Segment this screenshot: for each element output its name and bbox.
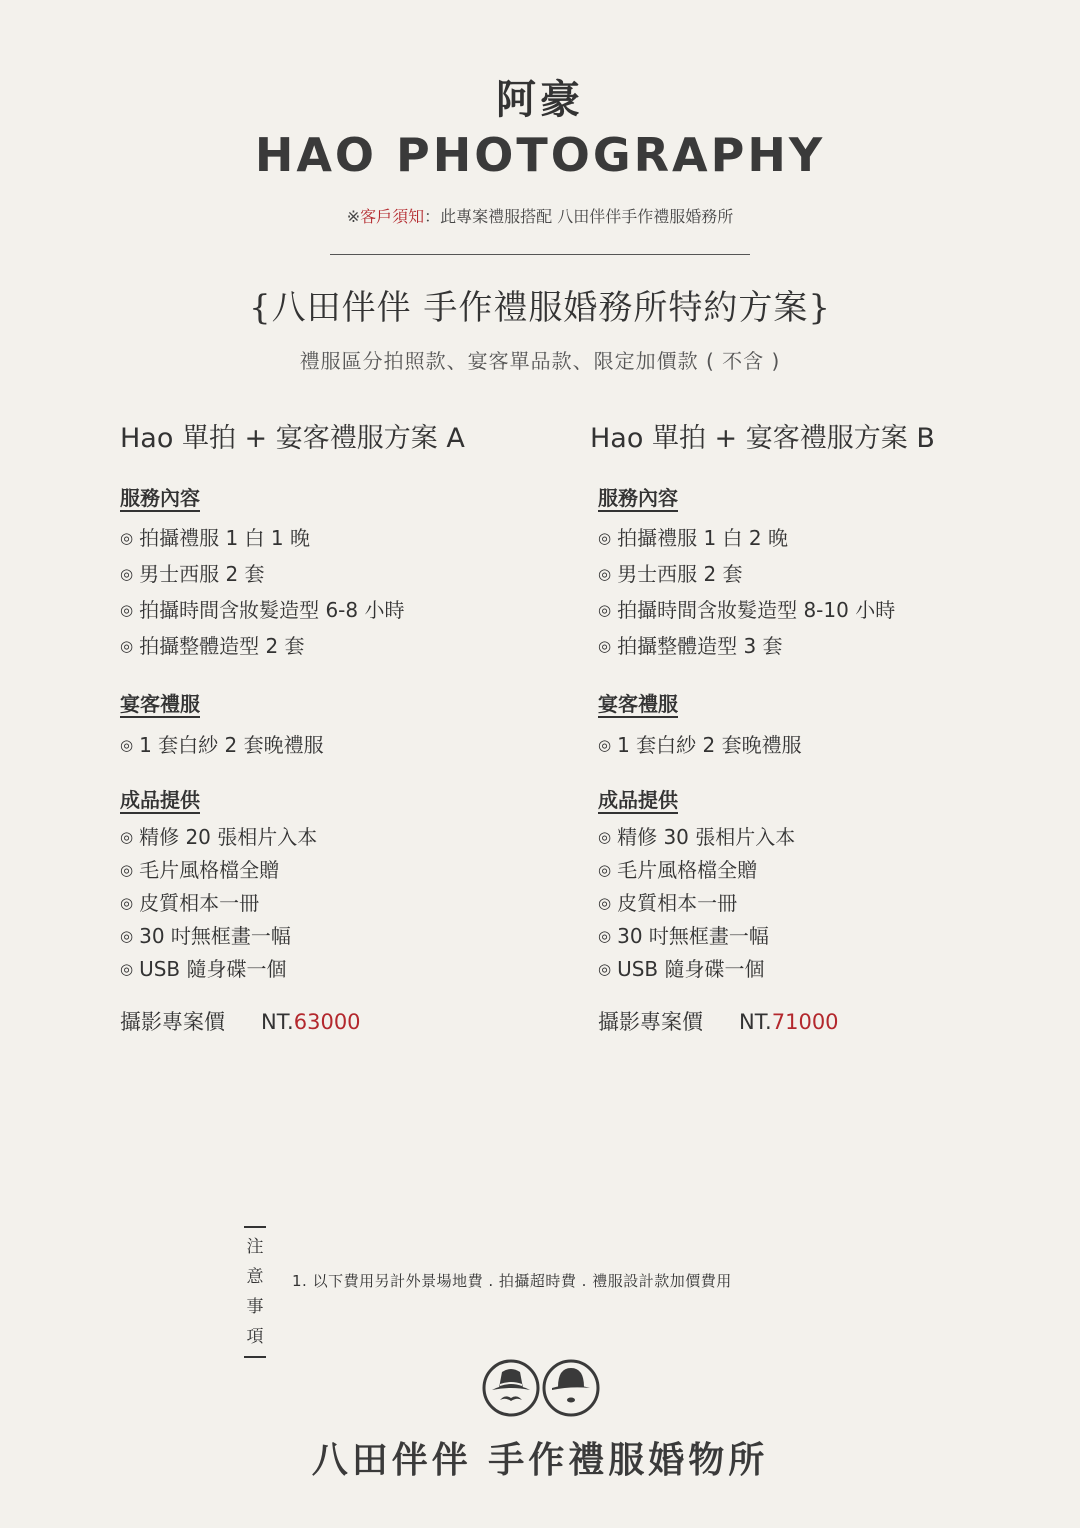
list-item: ◎ 拍攝整體造型 3 套 <box>598 634 783 658</box>
plan-title: Hao 單拍 + 宴客禮服方案 B <box>590 423 935 454</box>
products-list <box>120 821 317 986</box>
customer-notice <box>0 204 1080 227</box>
notes-heading-char: 意 <box>246 1267 264 1287</box>
hat-mustache-logo-icon <box>480 1356 602 1420</box>
package-title: {八田伴伴 手作禮服婚務所特約方案} <box>248 288 832 328</box>
plan-title: Hao 單拍 + 宴客禮服方案 A <box>120 423 465 454</box>
notes-heading-char: 事 <box>246 1297 264 1317</box>
bullet-icon: ◎ <box>120 861 134 879</box>
list-item: ◎ 30 吋無框畫一幅 <box>598 924 769 948</box>
notes-heading-char: 注 <box>246 1237 264 1257</box>
price-prefix: NT. <box>739 1010 772 1034</box>
bullet-icon: ◎ <box>598 894 612 912</box>
bullet-icon: ◎ <box>120 529 134 547</box>
bullet-icon: ◎ <box>598 960 612 978</box>
plan-b <box>590 418 1010 1034</box>
list-item: ◎ 精修 20 張相片入本 <box>120 825 318 849</box>
bullet-icon: ◎ <box>598 927 612 945</box>
list-item: ◎ 拍攝禮服 1 白 2 晚 <box>598 526 788 550</box>
notice-mark: ※ <box>346 207 361 226</box>
bullet-icon: ◎ <box>120 637 134 655</box>
services-list <box>120 520 404 664</box>
products-heading: 成品提供 <box>120 788 200 812</box>
list-item: ◎ 男士西服 2 套 <box>598 562 743 586</box>
plan-price <box>598 1006 839 1036</box>
bullet-icon: ◎ <box>598 828 612 846</box>
bullet-icon: ◎ <box>120 736 134 754</box>
list-item: ◎ 男士西服 2 套 <box>120 562 265 586</box>
package-subnote: 禮服區分拍照款、宴客單品款、限定加價款 ( 不含 ) <box>299 349 781 373</box>
plan-a <box>120 418 540 1034</box>
services-heading: 服務內容 <box>120 486 200 510</box>
services-list <box>598 520 895 664</box>
bullet-icon: ◎ <box>120 565 134 583</box>
list-item: ◎ 皮質相本一冊 <box>120 891 260 915</box>
dress-list <box>598 727 802 763</box>
notes-heading-char: 項 <box>246 1327 264 1347</box>
list-item: ◎ 1 套白紗 2 套晚禮服 <box>120 733 324 757</box>
studio-name-en: HAO PHOTOGRAPHY <box>254 128 826 182</box>
dress-heading: 宴客禮服 <box>120 692 200 716</box>
notes-bar-bottom <box>244 1356 266 1358</box>
list-item: ◎ 30 吋無框畫一幅 <box>120 924 291 948</box>
price-prefix: NT. <box>261 1010 294 1034</box>
bullet-icon: ◎ <box>120 828 134 846</box>
note-line: 1. 以下費用另計外景場地費 . 拍攝超時費 . 禮服設計款加價費用 <box>292 1272 732 1290</box>
notice-label: 客戶須知 <box>360 207 425 226</box>
list-item: ◎ 拍攝時間含妝髮造型 6-8 小時 <box>120 598 405 622</box>
list-item: ◎ 拍攝禮服 1 白 1 晚 <box>120 526 310 550</box>
bullet-icon: ◎ <box>598 529 612 547</box>
divider <box>330 254 750 255</box>
bullet-icon: ◎ <box>598 736 612 754</box>
list-item: ◎ 毛片風格檔全贈 <box>120 858 280 882</box>
bullet-icon: ◎ <box>598 637 612 655</box>
price-amount: 71000 <box>771 1010 839 1034</box>
list-item: ◎ USB 隨身碟一個 <box>598 957 765 981</box>
notice-text: ：此專案禮服搭配 八田伴伴手作禮服婚務所 <box>424 207 734 226</box>
studio-name-cn: 阿豪 <box>496 77 584 123</box>
bullet-icon: ◎ <box>120 601 134 619</box>
bullet-icon: ◎ <box>598 861 612 879</box>
list-item: ◎ 毛片風格檔全贈 <box>598 858 758 882</box>
services-heading: 服務內容 <box>598 486 678 510</box>
dress-list <box>120 727 324 763</box>
dress-heading: 宴客禮服 <box>598 692 678 716</box>
list-item: ◎ 拍攝時間含妝髮造型 8-10 小時 <box>598 598 896 622</box>
bullet-icon: ◎ <box>120 960 134 978</box>
list-item: ◎ 精修 30 張相片入本 <box>598 825 796 849</box>
price-amount: 63000 <box>293 1010 361 1034</box>
bullet-icon: ◎ <box>120 894 134 912</box>
list-item: ◎ USB 隨身碟一個 <box>120 957 287 981</box>
products-heading: 成品提供 <box>598 788 678 812</box>
price-label: 攝影專案價 <box>120 1010 225 1034</box>
bullet-icon: ◎ <box>598 565 612 583</box>
plan-price <box>120 1006 361 1036</box>
bullet-icon: ◎ <box>120 927 134 945</box>
list-item: ◎ 皮質相本一冊 <box>598 891 738 915</box>
notes-heading <box>244 1226 268 1358</box>
bullet-icon: ◎ <box>598 601 612 619</box>
notes-bar-top <box>244 1226 266 1228</box>
list-item: ◎ 拍攝整體造型 2 套 <box>120 634 305 658</box>
products-list <box>598 821 795 986</box>
price-label: 攝影專案價 <box>598 1010 703 1034</box>
list-item: ◎ 1 套白紗 2 套晚禮服 <box>598 733 802 757</box>
brand-name: 八田伴伴 手作禮服婚物所 <box>311 1440 769 1481</box>
